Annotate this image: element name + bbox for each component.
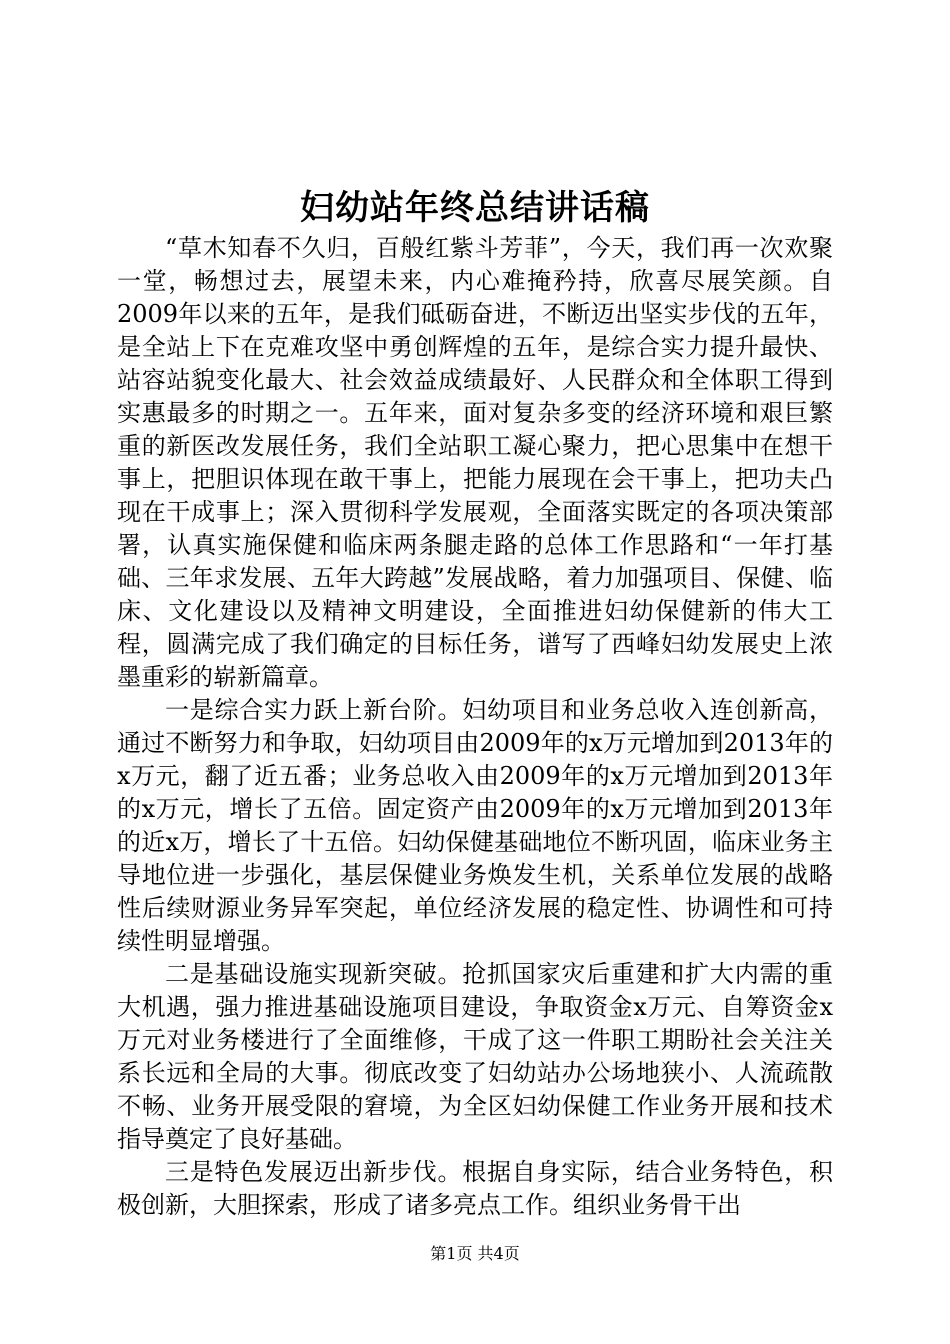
paragraph-point-two: 二是基础设施实现新突破。抢抓国家灾后重建和扩大内需的重大机遇，强力推进基础设施项目建设，争取资金x万元、自筹资金x万元对业务楼进行了全面维修，干成了这一件职工期盼社会关注关系长远和全局的大事。彻底改变了妇幼站办公场地狭小、人流疏散不畅、业务开展受限的窘境，为全区妇幼保健工作业务开展和技术指导奠定了良好基础。 — [117, 960, 833, 1153]
document-title: 妇幼站年终总结讲话稿 — [300, 188, 650, 228]
paragraph-point-one: 一是综合实力跃上新台阶。妇幼项目和业务总收入连创新高，通过不断努力和争取，妇幼项目由2009年的x万元增加到2013年的x万元，翻了近五番；业务总收入由2009年的x万元增加到2013年的x万元，增长了五倍。固定资产由2009年的x万元增加到2013年的近x万，增长了十五倍。妇幼保健基础地位不断巩固，临床业务主导地位进一步强化，基层保健业务焕发生机，关系单位发展的战略性后续财源业务异军突起，单位经济发展的稳定性、协调性和可持续性明显增强。 — [117, 696, 833, 955]
paragraph-point-three: 三是特色发展迈出新步伐。根据自身实际，结合业务特色，积极创新，大胆探索，形成了诸多亮点工作。组织业务骨干出 — [117, 1158, 833, 1219]
paragraph-intro: “草木知春不久归，百般红紫斗芳菲”，今天，我们再一次欢聚一堂，畅想过去，展望未来，内心难掩矜持，欣喜尽展笑颜。自2009年以来的五年，是我们砥砺奋进，不断迈出坚实步伐的五年，是全站上下在克难攻坚中勇创辉煌的五年，是综合实力提升最快、站容站貌变化最大、社会效益成绩最好、人民群众和全体职工得到实惠最多的时期之一。五年来，面对复杂多变的经济环境和艰巨繁重的新医改发展任务，我们全站职工凝心聚力，把心思集中在想干事上，把胆识体现在敢干事上，把能力展现在会干事上，把功夫凸现在干成事上；深入贯彻科学发展观，全面落实既定的各项决策部署，认真实施保健和临床两条腿走路的总体工作思路和“一年打基础、三年求发展、五年大跨越”发展战略，着力加强项目、保健、临床、文化建设以及精神文明建设，全面推进妇幼保健新的伟大工程，圆满完成了我们确定的目标任务，谱写了西峰妇幼发展史上浓墨重彩的崭新篇章。 — [117, 234, 833, 691]
document-body — [117, 232, 833, 1222]
page-footer: 第1页 共4页 — [430, 1244, 520, 1263]
